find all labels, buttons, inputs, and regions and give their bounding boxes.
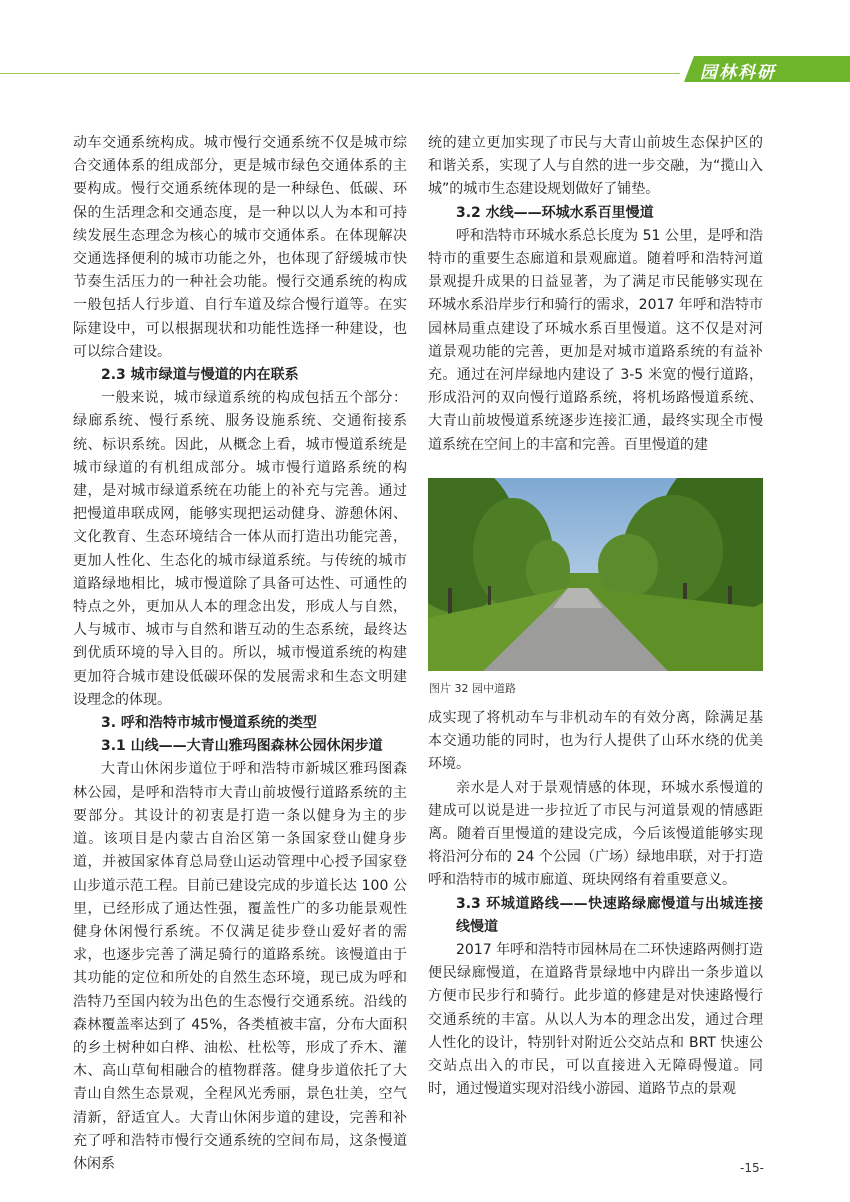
section-heading: 2.3 城市绿道与慢道的内在联系 (101, 367, 299, 384)
left-column (73, 132, 407, 1176)
page-number: -15- (740, 1161, 764, 1175)
paragraph: 亲水是人对于景观情感的体现，环城水系慢道的建成可以说是进一步拉近了市民与河道景观的情感距离。随着百里慢道的建设完成，今后该慢道能够实现将沿河分布的 24 个公园（广场）绿地串联，对于打造呼和浩特市的城市廊道、斑块网络有着重要意义。 (428, 779, 763, 889)
right-column-top (428, 132, 763, 457)
header-rule (0, 73, 680, 74)
paragraph: 成实现了将机动车与非机动车的有效分离，除满足基本交通功能的同时，也为行人提供了山环水绕的优美环境。 (428, 710, 763, 773)
section-heading: 3.3 环城道路线——快速路绿廊慢道与出城连接线慢道 (456, 895, 763, 935)
paragraph: 2017 年呼和浩特市园林局在二环快速路两侧打造便民绿廊慢道，在道路背景绿地中内辟出一条步道以方便市民步行和骑行。此步道的修建是对快速路慢行交通系统的丰富。从以人为本的理念出发，通过合理人性化的设计，特别针对附近公交站点和 BRT 快速公交站点出入的市民，可以直接进入无障碍慢道。同时，通过慢道实现对沿线小游园、道路节点的景观 (428, 942, 763, 1098)
right-column-bottom (428, 707, 763, 1101)
section-heading: 3.1 山线——大青山雅玛图森林公园休闲步道 (101, 738, 383, 755)
running-header-title: 园林科研 (700, 63, 776, 83)
section-heading: 3.2 水线——环城水系百里慢道 (456, 204, 654, 221)
paragraph: 一般来说，城市绿道系统的构成包括五个部分：绿廊系统、慢行系统、服务设施系统、交通衔接系统、标识系统。因此，从概念上看，城市慢道系统是城市绿道的有机组成部分。城市慢行道路系统的构建，是对城市绿道系统在功能上的补充与完善。通过把慢道串联成网，能够实现把运动健身、游憩休闲、文化教育、生态环境结合一体从而打造出功能完善，更加人性化、生态化的城市绿道系统。与传统的城市道路绿地相比，城市慢道除了具备可达性、可通性的特点之外，更加从人本的理念出发，形成人与自然，人与城市、城市与自然和谐互动的生态系统，最终达到优质环境的导入目的。所以，城市慢道系统的构建更加符合城市建设低碳环保的发展需求和生态文明建设理念的体现。 (73, 390, 407, 708)
paragraph: 统的建立更加实现了市民与大青山前坡生态保护区的和谐关系，实现了人与自然的进一步交融，为“揽山入城”的城市生态建设规划做好了铺垫。 (428, 135, 763, 198)
paragraph: 动车交通系统构成。城市慢行交通系统不仅是城市综合交通体系的组成部分，更是城市绿色交通体系的主要构成。慢行交通系统体现的是一种绿色、低碳、环保的生活理念和交通态度，是一种以以人为本和可持续发展生态理念为核心的城市交通体系。在体现解决交通选择便利的城市功能之外，也体现了舒缓城市快节奏生活压力的一种社会功能。慢行交通系统的构成一般包括人行步道、自行车道及综合慢行道等。在实际建设中，可以根据现状和功能性选择一种建设，也可以综合建设。 (73, 135, 407, 360)
section-heading: 3. 呼和浩特市城市慢道系统的类型 (101, 715, 317, 732)
figure-caption: 图片 32 园中道路 (429, 682, 516, 695)
paragraph: 大青山休闲步道位于呼和浩特市新城区雅玛图森林公园，是呼和浩特市大青山前坡慢行道路系统的主要部分。其设计的初衷是打造一条以健身为主的步道。该项目是内蒙古自治区第一条国家登山健身步道，并被国家体育总局登山运动管理中心授予国家登山步道示范工程。目前已建设完成的步道长达 100 公里，已经形成了通达性强，覆盖性广的多功能景观性健身休闲慢行系统。不仅满足徒步登山爱好者的需求，也逐步完善了满足骑行的道路系统。该慢道由于其功能的定位和所处的自然生态环境，现已成为呼和浩特乃至国内较为出色的生态慢行交通系统。沿线的森林覆盖率达到了 45%，各类植被丰富，分布大面积的乡土树种如白桦、油松、杜松等，形成了乔木、灌木、高山草甸相融合的植物群落。健身步道依托了大青山自然生态景观，全程风光秀丽，景色壮美，空气清新，舒适宜人。大青山休闲步道的建设，完善和补充了呼和浩特市慢行交通系统的空间布局，这条慢道休闲系 (73, 761, 407, 1172)
paragraph: 呼和浩特市环城水系总长度为 51 公里，是呼和浩特市的重要生态廊道和景观廊道。随着呼和浩特河道景观提升成果的日益显著，为了满足市民能够实现在环城水系沿岸步行和骑行的需求，2017 年呼和浩特市园林局重点建设了环城水系百里慢道。这不仅是对河道景观功能的完善，更加是对城市道路系统的有益补充。通过在河岸绿地内建设了 3-5 米宽的慢行道路，形成沿河的双向慢行道路系统，将机场路慢道系统、大青山前坡慢道系统逐步连接汇通，最终实现全市慢道系统在空间上的丰富和完善。百里慢道的建 (428, 227, 763, 453)
figure-photo-park-road (428, 478, 763, 671)
